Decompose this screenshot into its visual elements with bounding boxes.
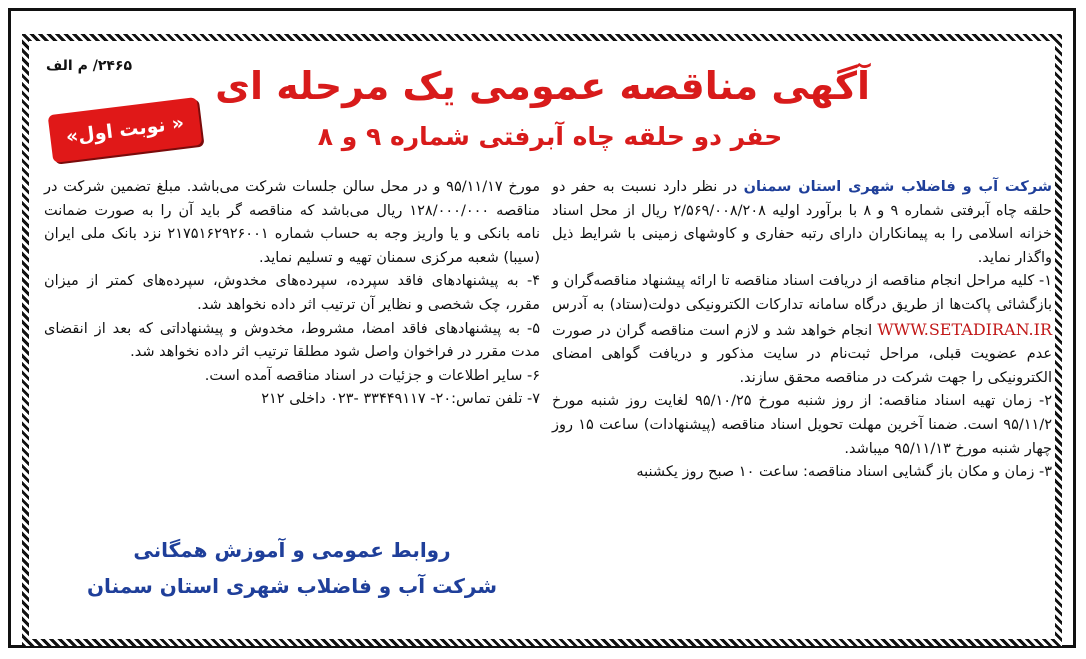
badge-label: « نوبت اول» — [64, 111, 186, 149]
item-1 — [552, 270, 1052, 390]
item-7: ۷- تلفن تماس:۲۰- ۳۳۴۴۹۱۱۷ -۰۲۳ داخلی ۲۱۲ — [261, 391, 540, 408]
intro-text: در نظر دارد نسبت به حفر دو حلقه چاه آبرفتی شماره ۹ و ۸ با برآورد اولیه ۲/۵۶۹/۰۰۸/۲۰۸ ریال از محل اسناد خزانه اسلامی را به پیمانکاران دارای رتبه حفاری و کاوشهای زمینی با شرایط ذیل واگذار نماید. — [552, 179, 1052, 266]
item-1-text-cont: انجام خواهد شد و لازم است مناقصه گران در صورت عدم عضویت قبلی، مراحل ثبت‌نام در سایت مذکور و دریافت گواهی امضای الکترونیکی را جهت شرکت در مناقصه محقق سازند. — [552, 322, 1052, 386]
signature-company: شرکت آب و فاضلاب شهری استان سمنان — [86, 574, 498, 598]
item-3: ۳- زمان و مکان باز گشایی اسناد مناقصه: ساعت ۱۰ صبح روز یکشنبه — [636, 464, 1052, 481]
item-4: ۴- به پیشنهادهای فاقد سپرده، سپرده‌های مخدوش، سپرده‌های کمتر از میزان مقرر، چک شخصی و نظایر آن ترتیب اثر داده نخواهد شد. — [44, 273, 540, 313]
signature-department: روابط عمومی و آموزش همگانی — [133, 538, 451, 562]
item-1-text: ۱- کلیه مراحل انجام مناقصه از دریافت اسناد مناقصه تا ارائه پیشنهاد مناقصه‌گران و بازگشائی پاکت‌ها از طریق درگاه سامانه تدارکات الکترونیکی دولت(ستاد) به آدرس — [552, 273, 1052, 313]
reference-code: ۲۴۶۵/ م الف — [46, 58, 133, 74]
right-column — [552, 176, 1052, 485]
website-link[interactable]: WWW.SETADIRAN.IR — [877, 319, 1052, 339]
item-3-continued: مورخ ۹۵/۱۱/۱۷ و در محل سالن جلسات شرکت می‌باشد. مبلغ تضمین شرکت در مناقصه ۱۲۸/۰۰۰/۰۰۰ ریال می‌باشد که مناقصه گر باید آن را به صورت ضمانت نامه بانکی و یا واریز وجه به حساب شماره ۲۱۷۵۱۶۲۹۲۶۰۰۱ نزد بانک ملی ایران (سیبا) شعبه مرکزی سمنان تهیه و تسلیم نماید. — [44, 179, 541, 266]
company-name: شرکت آب و فاضلاب شهری استان سمنان — [743, 179, 1052, 195]
item-2: ۲- زمان تهیه اسناد مناقصه: از روز شنبه مورخ ۹۵/۱۰/۲۵ لغایت روز شنبه مورخ ۹۵/۱۱/۲ است. ضمنا آخرین مهلت تحویل اسناد مناقصه (پیشنهادات) ساعت ۱۵ روز چهار شنبه مورخ ۹۵/۱۱/۱۳ میباشد. — [552, 393, 1053, 457]
left-column — [44, 176, 540, 412]
intro-paragraph — [552, 176, 1052, 270]
page-subtitle: حفر دو حلقه چاه آبرفتی شماره ۹ و ۸ — [317, 122, 783, 151]
item-5: ۵- به پیشنهادهای فاقد امضا، مشروط، مخدوش و پیشنهاداتی که بعد از انقضای مدت مقرر در فراخوان واصل شود مطلقا ترتیب اثر داده نخواهد شد. — [44, 320, 540, 361]
page-title: آگهی مناقصه عمومی یک مرحله ای — [215, 64, 870, 108]
item-6: ۶- سایر اطلاعات و جزئیات در اسناد مناقصه آمده است. — [204, 367, 540, 384]
